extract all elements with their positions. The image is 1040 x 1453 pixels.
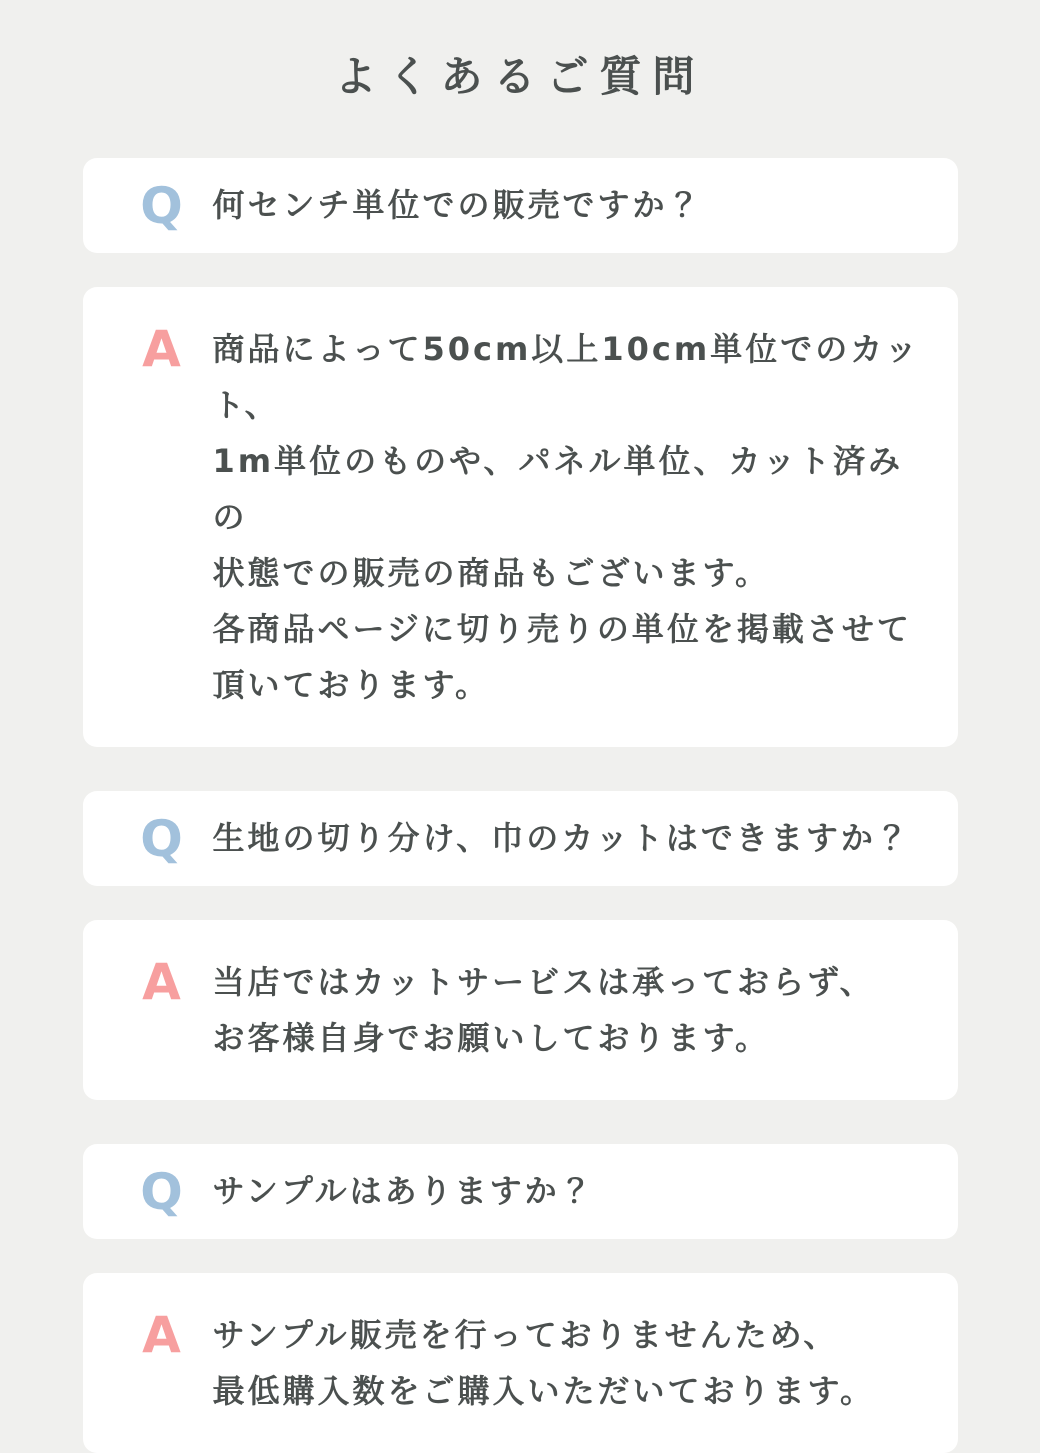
answer-badge: A bbox=[142, 1306, 181, 1365]
answer-line: 1m単位のものや、パネル単位、カット済みの bbox=[212, 442, 904, 537]
faq-answer-card-3 bbox=[83, 1273, 958, 1453]
answer-line: 頂いております。 bbox=[212, 666, 490, 705]
answer-line: 状態での販売の商品もございます。 bbox=[212, 554, 770, 593]
answer-text bbox=[213, 954, 958, 1066]
answer-line: お客様自身でお願いしております。 bbox=[212, 1019, 770, 1058]
faq-list bbox=[83, 158, 958, 1453]
answer-line: 各商品ページに切り売りの単位を掲載させて bbox=[212, 610, 912, 649]
answer-badge: A bbox=[142, 953, 181, 1012]
faq-answer-card-1 bbox=[83, 287, 958, 747]
answer-line: 最低購入数をご購入いただいております。 bbox=[212, 1372, 875, 1411]
question-badge: Q bbox=[140, 809, 183, 868]
faq-question-card-3 bbox=[83, 1144, 958, 1239]
answer-text bbox=[213, 1307, 958, 1419]
answer-line: 当店ではカットサービスは承っておらず、 bbox=[212, 963, 875, 1002]
faq-question-card-1 bbox=[83, 158, 958, 253]
faq-answer-card-2 bbox=[83, 920, 958, 1100]
question-text: 何センチ単位での販売ですか？ bbox=[212, 186, 703, 225]
answer-badge: A bbox=[142, 320, 181, 379]
faq-question-card-2 bbox=[83, 791, 958, 886]
answer-line: サンプル販売を行っておりませんため、 bbox=[212, 1316, 839, 1355]
question-badge: Q bbox=[140, 176, 183, 235]
question-badge: Q bbox=[140, 1162, 183, 1221]
answer-line: 商品によって50cm以上10cm単位でのカット、 bbox=[212, 330, 920, 425]
page-title: よくあるご質問 bbox=[334, 52, 706, 101]
question-text: 生地の切り分け、巾のカットはできますか？ bbox=[212, 819, 911, 858]
answer-text bbox=[213, 321, 958, 713]
question-text: サンプルはありますか？ bbox=[212, 1172, 595, 1211]
